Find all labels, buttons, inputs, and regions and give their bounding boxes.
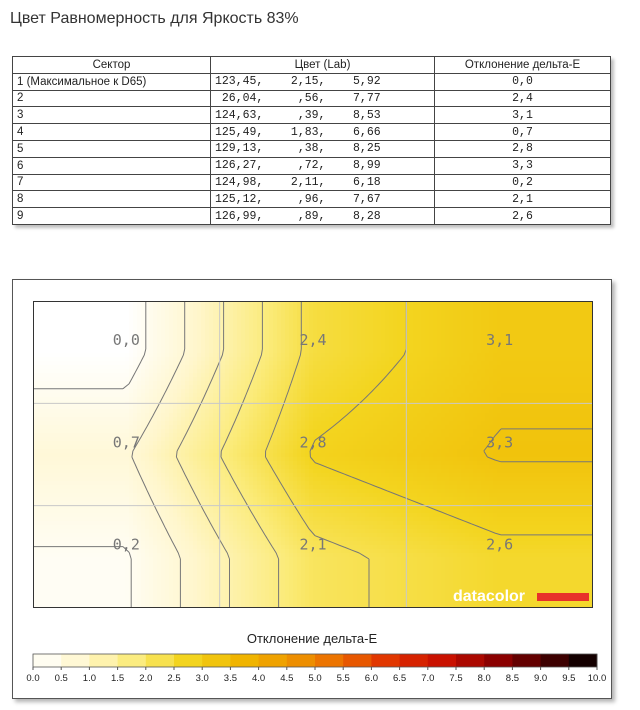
- table-row: [13, 73, 611, 90]
- colorbar-tick-label: 8.5: [505, 673, 520, 684]
- colorbar-segment: [484, 654, 513, 667]
- colorbar-segment: [541, 654, 570, 667]
- colorbar-tick-label: 6.0: [364, 673, 379, 684]
- colorbar-segment: [400, 654, 429, 667]
- colorbar-tick-label: 2.0: [139, 673, 153, 684]
- colorbar-segment: [33, 654, 62, 667]
- colorbar-segment: [456, 654, 485, 667]
- colorbar-segment: [118, 654, 147, 667]
- cell-lab: 123,45, 2,15, 5,92: [211, 73, 435, 90]
- cell-sector: 7: [13, 174, 211, 191]
- cell-de: 3,1: [435, 107, 611, 124]
- cell-lab: 129,13, ,38, 8,25: [211, 140, 435, 157]
- cell-lab: 26,04, ,56, 7,77: [211, 90, 435, 107]
- cell-sector: 4: [13, 124, 211, 141]
- colorbar-tick-label: 0.0: [26, 673, 40, 684]
- table-row: [13, 191, 611, 208]
- colorbar-tick-label: 10.0: [587, 673, 607, 684]
- colorbar-segment: [371, 654, 400, 667]
- cell-de: 0,0: [435, 73, 611, 90]
- colorbar-segment: [174, 654, 203, 667]
- table-row: [13, 107, 611, 124]
- colorbar-segment: [428, 654, 457, 667]
- cell-de: 2,4: [435, 90, 611, 107]
- cell-sector: 1 (Максимальное к D65): [13, 73, 211, 90]
- table-row: [13, 140, 611, 157]
- cell-value-label: 3,3: [486, 433, 514, 452]
- colorbar-tick-label: 0.5: [54, 673, 68, 684]
- colorbar-tick-label: 6.5: [392, 673, 407, 684]
- cell-value-label: 2,4: [299, 331, 327, 349]
- cell-lab: 126,27, ,72, 8,99: [211, 157, 435, 174]
- cell-lab: 125,12, ,96, 7,67: [211, 191, 435, 208]
- cell-value-label: 0,2: [112, 535, 140, 554]
- cell-de: 0,2: [435, 174, 611, 191]
- colorbar-segment: [512, 654, 541, 667]
- colorbar-tick-label: 4.0: [251, 673, 266, 684]
- table-row: [13, 124, 611, 141]
- cell-de: 2,1: [435, 191, 611, 208]
- page-title: Цвет Равномерность для Яркость 83%: [10, 10, 299, 27]
- cell-sector: 6: [13, 157, 211, 174]
- cell-sector: 2: [13, 90, 211, 107]
- colorbar-segment: [61, 654, 90, 667]
- cell-lab: 125,49, 1,83, 6,66: [211, 124, 435, 141]
- colorbar-segment: [230, 654, 259, 667]
- cell-sector: 3: [13, 107, 211, 124]
- colorbar-segment: [202, 654, 231, 667]
- cell-de: 2,6: [435, 208, 611, 225]
- colorbar-tick-label: 9.5: [562, 673, 576, 684]
- cell-value-label: 2,6: [486, 535, 514, 554]
- uniformity-heatmap: [33, 301, 593, 608]
- colorbar-tick-label: 3.0: [195, 673, 209, 684]
- col-header-lab: Цвет (Lab): [211, 57, 435, 74]
- colorbar-tick-label: 2.5: [167, 673, 181, 684]
- colorbar-tick-label: 7.0: [421, 673, 435, 684]
- colorbar-segment: [89, 654, 118, 667]
- col-header-delta-e: Отклонение дельта-E: [435, 57, 611, 74]
- table-row: [13, 174, 611, 191]
- table-row: [13, 90, 611, 107]
- cell-de: 3,3: [435, 157, 611, 174]
- cell-value-label: 2,8: [299, 433, 327, 452]
- colorbar-tick-label: 8.0: [477, 673, 491, 684]
- colorbar-tick-label: 1.5: [110, 673, 125, 684]
- cell-de: 0,7: [435, 124, 611, 141]
- table-row: [13, 157, 611, 174]
- cell-value-label: 0,0: [112, 331, 140, 349]
- colorbar-tick-label: 3.5: [223, 673, 238, 684]
- colorbar-segment: [343, 654, 372, 667]
- cell-value-label: 2,1: [299, 535, 327, 554]
- cell-value-label: 3,1: [486, 331, 514, 349]
- colorbar-segment: [569, 654, 598, 667]
- uniformity-table: [12, 56, 611, 225]
- colorbar-segment: [287, 654, 316, 667]
- colorbar-tick-label: 5.0: [308, 673, 322, 684]
- colorbar-tick-label: 4.5: [280, 673, 294, 684]
- table-row: [13, 208, 611, 225]
- cell-value-label: 0,7: [112, 433, 140, 452]
- colorbar-tick-label: 5.5: [336, 673, 350, 684]
- colorbar-title: Отклонение дельта-E: [246, 631, 378, 646]
- colorbar-segment: [259, 654, 288, 667]
- cell-de: 2,8: [435, 140, 611, 157]
- colorbar-segment: [315, 654, 344, 667]
- colorbar-tick-label: 9.0: [533, 673, 548, 684]
- colorbar: [13, 650, 611, 690]
- colorbar-tick-label: 7.5: [449, 673, 463, 684]
- cell-sector: 8: [13, 191, 211, 208]
- colorbar-tick-label: 1.0: [82, 673, 97, 684]
- col-header-sector: Сектор: [13, 57, 211, 74]
- cell-lab: 126,99, ,89, 8,28: [211, 208, 435, 225]
- cell-lab: 124,98, 2,11, 6,18: [211, 174, 435, 191]
- heatmap-panel: [12, 279, 612, 699]
- cell-sector: 9: [13, 208, 211, 225]
- cell-sector: 5: [13, 140, 211, 157]
- cell-lab: 124,63, ,39, 8,53: [211, 107, 435, 124]
- colorbar-segment: [146, 654, 175, 667]
